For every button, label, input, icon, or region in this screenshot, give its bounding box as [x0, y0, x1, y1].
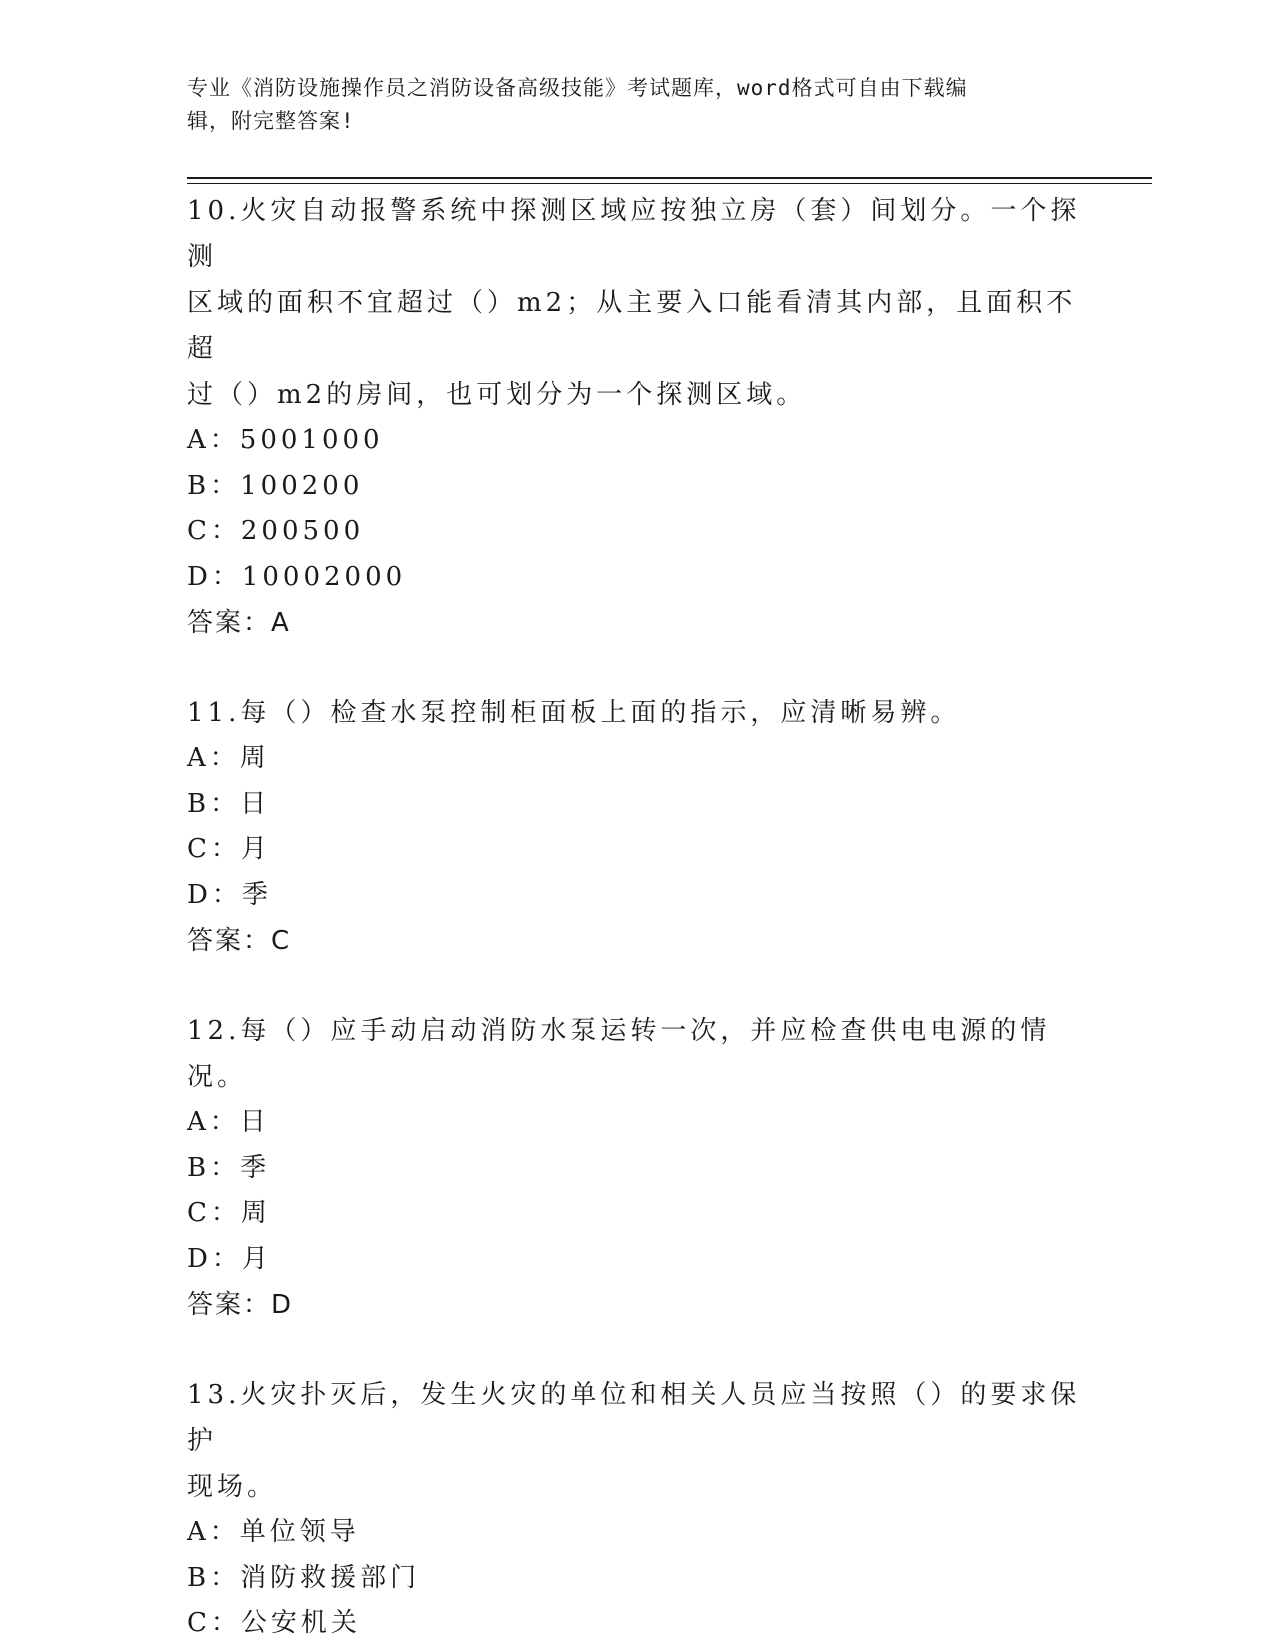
option-c: C：200500 [187, 516, 365, 546]
option-c: C：月 [187, 834, 271, 864]
question-stem-line: 10.火灾自动报警系统中探测区域应按独立房（套）间划分。一个探测 [187, 196, 1081, 272]
answer-line: 答案：D [187, 1290, 294, 1320]
question-stem-line: 11.每（）检查水泵控制柜面板上面的指示，应清晰易辨。 [187, 698, 961, 728]
question-stem [187, 1008, 1087, 1100]
question-stem-line: 区域的面积不宜超过（）m2；从主要入口能看清其内部，且面积不超 [187, 288, 1077, 364]
option-a: A：单位领导 [187, 1517, 360, 1547]
header-line-1: 专业《消防设施操作员之消防设备高级技能》考试题库，word格式可自由下载编 [187, 76, 968, 100]
question-list [187, 188, 1087, 1647]
question-12 [187, 1008, 1087, 1328]
question-11 [187, 690, 1087, 964]
option-b: B：100200 [187, 470, 364, 501]
option-d: D：季 [187, 879, 272, 910]
header-divider-thick [187, 177, 1152, 179]
question-10 [187, 188, 1087, 646]
option-b: B：消防救援部门 [187, 1562, 421, 1593]
question-stem-line: 12.每（）应手动启动消防水泵运转一次，并应检查供电电源的情况。 [187, 1016, 1051, 1092]
option-c: C：公安机关 [187, 1608, 361, 1638]
question-stem [187, 1372, 1087, 1510]
option-c: C：周 [187, 1198, 271, 1228]
header-divider-thin [187, 183, 1152, 184]
question-spacer [187, 1328, 1087, 1372]
option-d: D：10002000 [187, 561, 407, 592]
answer-line: 答案：C [187, 926, 292, 956]
question-stem [187, 690, 1087, 736]
document-header [187, 72, 1067, 138]
question-stem-line: 过（）m2的房间，也可划分为一个探测区域。 [187, 380, 807, 410]
question-stem-line: 现场。 [187, 1472, 278, 1502]
option-d: D：月 [187, 1243, 272, 1274]
question-spacer [187, 964, 1087, 1008]
question-stem [187, 188, 1087, 418]
answer-line: 答案：A [187, 608, 291, 638]
option-a: A：周 [187, 743, 270, 773]
question-stem-line: 13.火灾扑灭后，发生火灾的单位和相关人员应当按照（）的要求保护 [187, 1380, 1081, 1456]
header-line-2: 辑，附完整答案! [187, 109, 355, 133]
option-a: A：日 [187, 1107, 270, 1137]
option-b: B：日 [187, 788, 271, 819]
question-13 [187, 1372, 1087, 1647]
option-a: A：5001000 [187, 425, 384, 455]
option-b: B：季 [187, 1152, 271, 1183]
question-spacer [187, 646, 1087, 690]
